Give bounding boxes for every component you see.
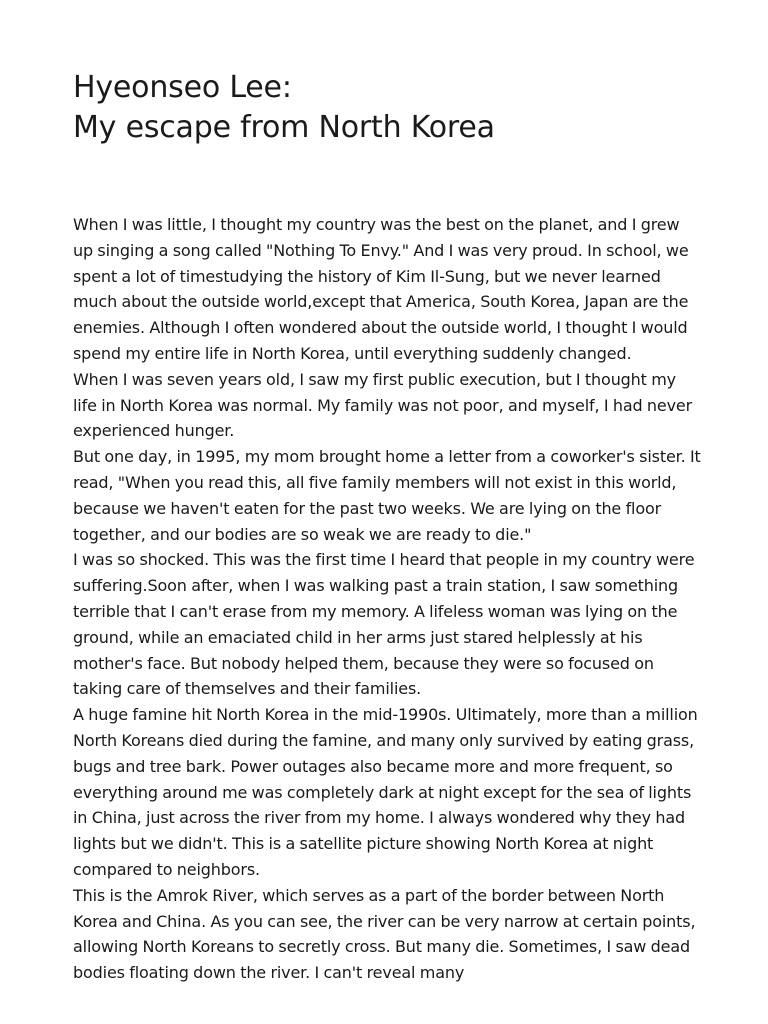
document-title (73, 68, 703, 148)
title-line-subject: My escape from North Korea (73, 110, 495, 145)
paragraph-letter: But one day, in 1995, my mom brought home a letter from a coworker's sister. It read, "When you read this, all five family members will not exist in this world, because we haven't eaten for the past two weeks. We are lying on the floor together, and our bodies are so weak we are ready to die." (73, 447, 701, 544)
document-body (73, 212, 703, 986)
paragraph-execution: When I was seven years old, I saw my first public execution, but I thought my life in North Korea was normal. My family was not poor, and myself, I had never experienced hunger. (73, 369, 693, 441)
title-line-author: Hyeonseo Lee: (73, 70, 292, 105)
paragraph-childhood: When I was little, I thought my country was the best on the planet, and I grew up singing a song called "Nothing To Envy." And I was very proud. In school, we spent a lot of timestudying the history of Kim Il-Sung, but we never learned much about the outside world,except that America, South Korea, Japan are the enemies. Although I often wondered about the outside world, I thought I would spend my entire life in North Korea, until everything suddenly changed. (73, 215, 689, 363)
paragraph-amrok-river: This is the Amrok River, which serves as a part of the border between North Korea and China. As you can see, the river can be very narrow at certain points, allowing North Koreans to secretly cross. But many die. Sometimes, I saw dead bodies floating down the river. I can't reveal many (73, 885, 696, 983)
paragraph-train-station: I was so shocked. This was the first time I heard that people in my country were suffering.Soon after, when I was walking past a train station, I saw something terrible that I can't erase from my memory. A lifeless woman was lying on the ground, while an emaciated child in her arms just stared helplessly at his mother's face. But nobody helped them, because they were so focused on taking care of themselves and their families. (73, 550, 695, 699)
paragraph-famine: A huge famine hit North Korea in the mid-1990s. Ultimately, more than a million North Koreans died during the famine, and many only survived by eating grass, bugs and tree bark. Power outages also became more and more frequent, so everything around me was completely dark at night except for the sea of lights in China, just across the river from my home. I always wondered why they had lights but we didn't. This is a satellite picture showing North Korea at night compared to neighbors. (73, 705, 698, 879)
document-page (73, 68, 703, 986)
